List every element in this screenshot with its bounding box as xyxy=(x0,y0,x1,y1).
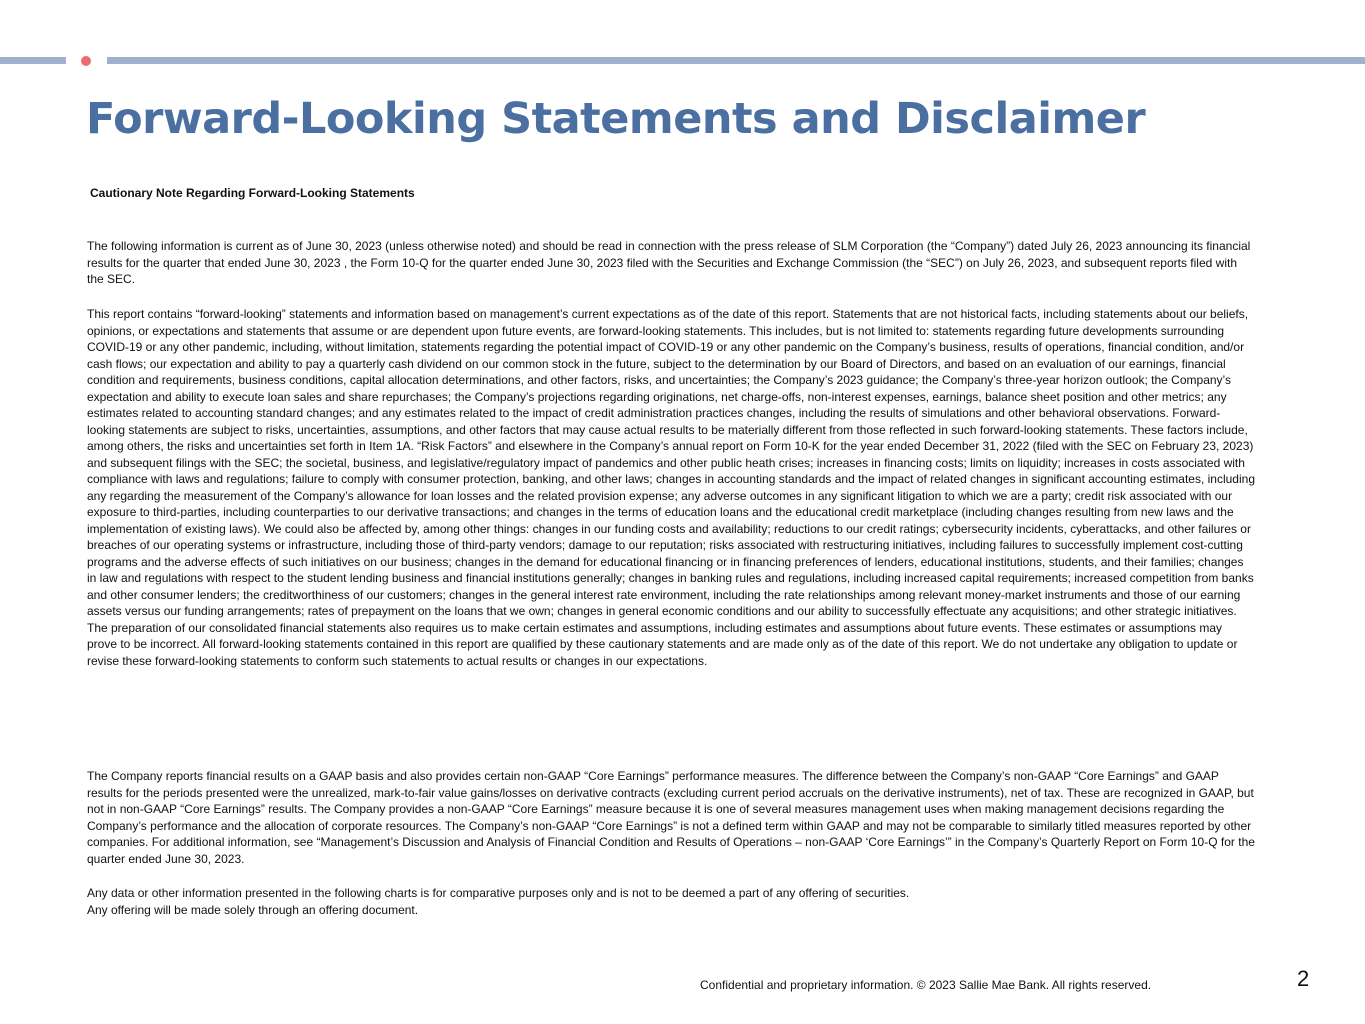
header-rule-left xyxy=(0,57,66,64)
header-accent-dot xyxy=(81,56,91,66)
section-heading: Cautionary Note Regarding Forward-Looking Statements xyxy=(90,186,415,200)
offering-line-1: Any data or other information presented in the following charts is for comparative purposes only and is not to be deemed a part of any offering of securities. xyxy=(87,886,910,900)
paragraph-offering-disclaimer xyxy=(87,885,1255,918)
header-rule-right xyxy=(107,57,1365,64)
paragraph-current-information: The following information is current as of June 30, 2023 (unless otherwise noted) and should be read in connection with the press release of SLM Corporation (the “Company”) dated July 26, 2023 announcing its financial results for the quarter that ended June 30, 2023 , the Form 10-Q for the quarter ended June 30, 2023 filed with the Securities and Exchange Commission (the “SEC”) on July 26, 2023, and subsequent reports filed with the SEC. xyxy=(87,239,1251,286)
footer-confidential: Confidential and proprietary information. © 2023 Sallie Mae Bank. All rights reserved. xyxy=(700,978,1152,992)
page-number: 2 xyxy=(1297,966,1310,991)
offering-line-2: Any offering will be made solely through an offering document. xyxy=(87,902,419,917)
paragraph-core-earnings: The Company reports financial results on a GAAP basis and also provides certain non-GAAP “Core Earnings” performance measures. The difference between the Company’s non-GAAP “Core Earnings” and GAAP results for the periods presented were the unrealized, mark-to-fair value gains/losses on derivative contracts (excluding current period accruals on the derivative instruments), net of tax. These are recognized in GAAP, but not in non-GAAP “Core Earnings” results. The Company provides a non-GAAP “Core Earnings” measure because it is one of several measures management uses when making management decisions regarding the Company’s performance and the allocation of corporate resources. The Company’s non-GAAP “Core Earnings” is not a defined term within GAAP and may not be comparable to similarly titled measures reported by other companies. For additional information, see “Management’s Discussion and Analysis of Financial Condition and Results of Operations – non-GAAP ‘Core Earnings’” in the Company’s Quarterly Report on Form 10-Q for the quarter ended June 30, 2023. xyxy=(87,769,1255,866)
page-title: Forward-Looking Statements and Disclaimer xyxy=(86,94,1146,144)
paragraph-forward-looking: This report contains “forward-looking” statements and information based on management’s current expectations as of the date of this report. Statements that are not historical facts, including statements about our beliefs, opinions, or expectations and statements that assume or are dependent upon future events, are forward-looking statements. This includes, but is not limited to: statements regarding future developments surrounding COVID-19 or any other pandemic, including, without limitation, statements regarding the potential impact of COVID-19 or any other pandemic on the Company’s business, results of operations, financial condition, and/or cash flows; our expectation and ability to pay a quarterly cash dividend on our common stock in the future, subject to the determination by our Board of Directors, and based on an evaluation of our earnings, financial condition and requirements, business conditions, capital allocation determinations, and other factors, risks, and uncertainties; the Company’s 2023 guidance; the Company’s three-year horizon outlook; the Company’s expectation and ability to execute loan sales and share repurchases; the Company’s projections regarding originations, net charge-offs, non-interest expenses, earnings, balance sheet position and other metrics; any estimates related to accounting standard changes; and any estimates related to the impact of credit administration practices changes, including the results of simulations and other behavioral observations. Forward-looking statements are subject to risks, uncertainties, assumptions, and other factors that may cause actual results to be materially different from those reflected in such forward-looking statements. These factors include, among others, the risks and uncertainties set forth in Item 1A. “Risk Factors” and elsewhere in the Company’s annual report on Form 10-K for the year ended December 31, 2022 (filed with the SEC on February 23, 2023) and subsequent filings with the SEC; the societal, business, and legislative/regulatory impact of pandemics and other public heath crises; increases in financing costs; limits on liquidity; increases in costs associated with compliance with laws and regulations; failure to comply with consumer protection, banking, and other laws; changes in accounting standards and the impact of related changes in significant accounting estimates, including any regarding the measurement of the Company’s allowance for loan losses and the related provision expense; any adverse outcomes in any significant litigation to which we are a party; credit risk associated with our exposure to third-parties, including counterparties to our derivative transactions; and changes in the terms of education loans and the educational credit marketplace (including changes resulting from new laws and the implementation of existing laws). We could also be affected by, among other things: changes in our funding costs and availability; reductions to our credit ratings; cybersecurity incidents, cyberattacks, and other failures or breaches of our operating systems or infrastructure, including those of third-party vendors; damage to our reputation; risks associated with restructuring initiatives, including failures to successfully implement cost-cutting programs and the adverse effects of such initiatives on our business; changes in the demand for educational financing or in financing preferences of lenders, educational institutions, students, and their families; changes in law and regulations with respect to the student lending business and financial institutions generally; changes in banking rules and regulations, including increased capital requirements; increased competition from banks and other consumer lenders; the creditworthiness of our customers; changes in the general interest rate environment, including the rate relationships among relevant money-market instruments and those of our earning assets versus our funding arrangements; rates of prepayment on the loans that we own; changes in general economic conditions and our ability to successfully effectuate any acquisitions; and other strategic initiatives. The preparation of our consolidated financial statements also requires us to make certain estimates and assumptions, including estimates and assumptions about future events. These estimates or assumptions may prove to be incorrect. All forward-looking statements contained in this report are qualified by these cautionary statements and are made only as of the date of this report. We do not undertake any obligation to update or revise these forward-looking statements to conform such statements to actual results or changes in our expectations. xyxy=(87,307,1255,668)
